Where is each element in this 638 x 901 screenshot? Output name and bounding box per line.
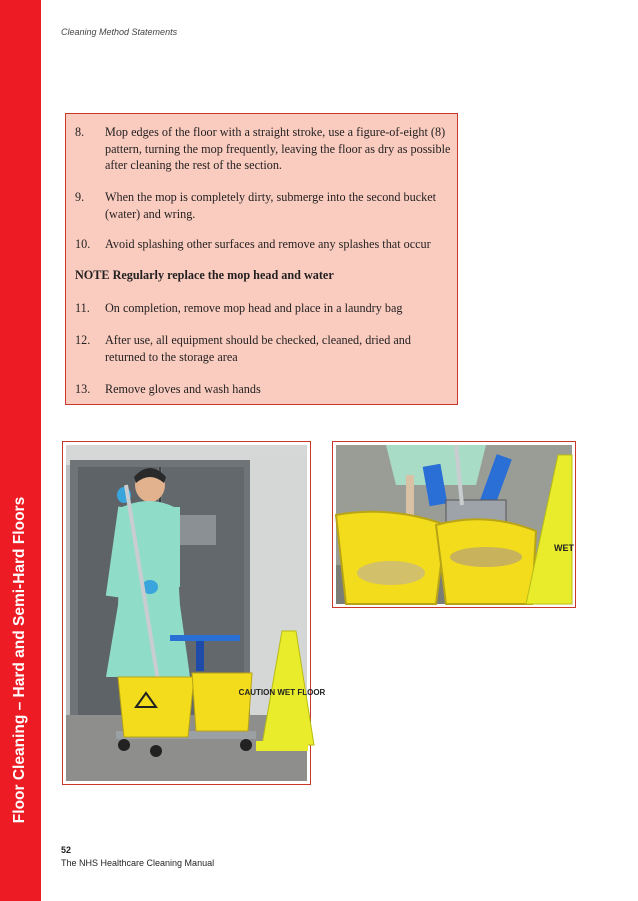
photo-cleaner-mopping-image: [66, 445, 326, 781]
step-text: After use, all equipment should be checked, cleaned, dried and returned to the storage area: [105, 333, 411, 364]
step-number: 13.: [75, 382, 91, 396]
step-number: 8.: [75, 125, 85, 139]
step-text: Mop edges of the floor with a straight stroke, use a figure-of-eight (8) pattern, turning the mop frequently, leaving the floor as dry as possible after cleaning the rest of the section.: [105, 125, 451, 172]
step-text: Avoid splashing other surfaces and remove any splashes that occur: [105, 237, 431, 251]
running-header: Cleaning Method Statements: [61, 27, 178, 37]
photo-bucket-wringer: [332, 441, 576, 608]
footer-title: The NHS Healthcare Cleaning Manual: [61, 858, 215, 868]
photo-bucket-wringer-image: [336, 445, 572, 604]
wet-cone-label: WET: [554, 543, 574, 553]
section-side-title: [0, 0, 41, 901]
note-text: NOTE Regularly replace the mop head and water: [75, 268, 334, 282]
step-number: 11.: [75, 301, 90, 315]
page-number: 52: [61, 845, 72, 855]
step-text: When the mop is completely dirty, submerge into the second bucket (water) and wring.: [105, 190, 437, 221]
step-text: Remove gloves and wash hands: [105, 382, 261, 396]
step-number: 10.: [75, 237, 91, 251]
section-side-title-text: Floor Cleaning – Hard and Semi-Hard Floors: [11, 496, 28, 824]
photo-cleaner-mopping: [62, 441, 326, 785]
method-steps-box: [65, 113, 458, 405]
step-number: 9.: [75, 190, 85, 204]
caution-cone-label: CAUTION WET FLOOR: [238, 688, 326, 697]
step-text: On completion, remove mop head and place in a laundry bag: [105, 301, 403, 315]
step-number: 12.: [75, 333, 91, 347]
